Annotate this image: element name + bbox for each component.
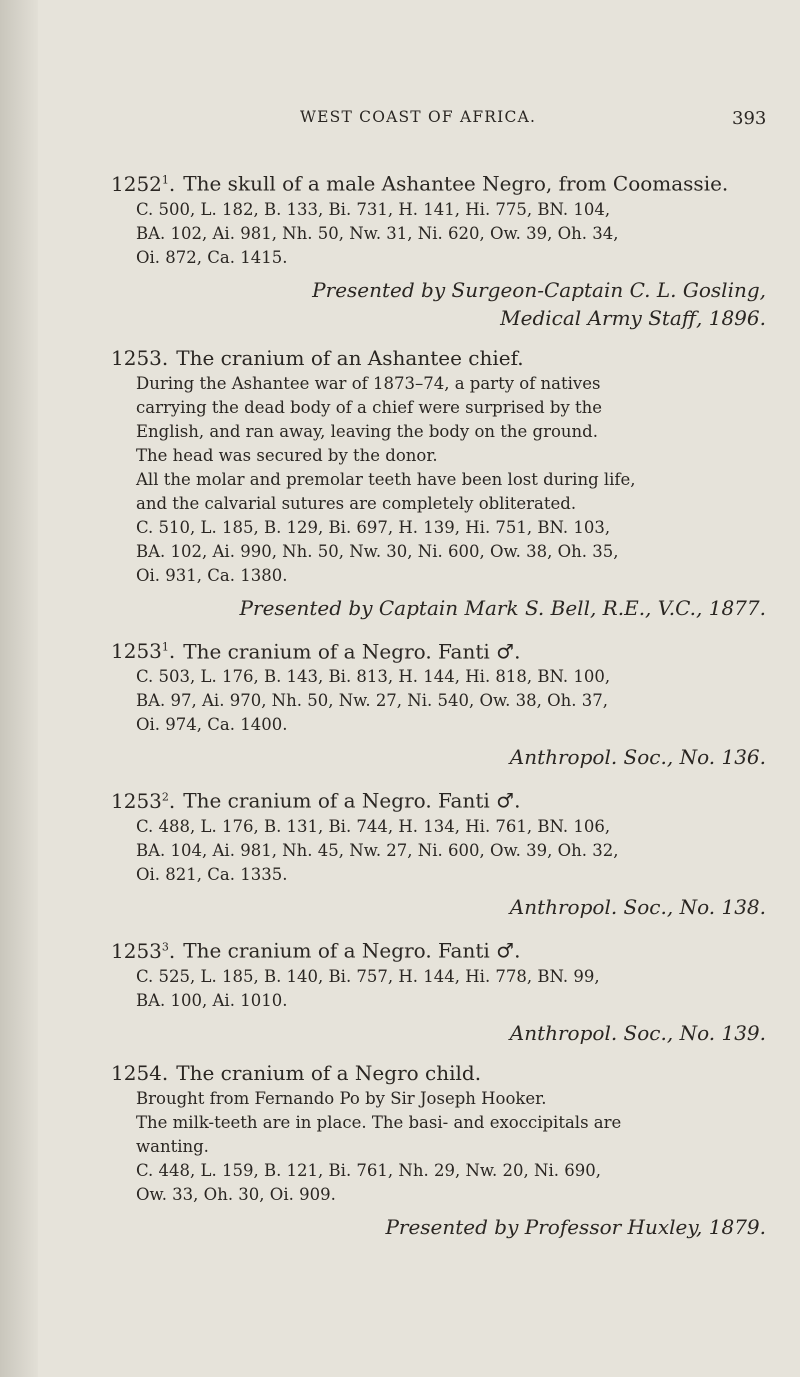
- entry-detail-line: English, and ran away, leaving the body on the ground.: [136, 421, 598, 441]
- entry-title: The cranium of a Negro. Fanti ♂.: [183, 788, 521, 813]
- entry-number-superscript: 1: [161, 173, 169, 186]
- entry-title: The cranium of an Ashantee chief.: [176, 345, 524, 370]
- entry-detail-line: C. 510, L. 185, B. 129, Bi. 697, H. 139, Hi. 751, BN. 103,: [136, 517, 611, 537]
- entry-number-superscript: 2: [161, 790, 169, 804]
- entry-detail-line: Oi. 821, Ca. 1335.: [136, 864, 288, 884]
- entry-number-superscript: 1: [161, 640, 169, 654]
- entry-number: 1253$^3$.: [111, 938, 176, 963]
- entry-detail-line: BA. 102, Ai. 990, Nh. 50, Nw. 30, Ni. 600, Ow. 38, Oh. 35,: [136, 541, 619, 561]
- entry-detail-line: Oi. 872, Ca. 1415.: [136, 247, 288, 267]
- entry-detail-line: BA. 104, Ai. 981, Nh. 45, Nw. 27, Ni. 600, Ow. 39, Oh. 32,: [136, 840, 619, 860]
- entry-credit: Anthropol. Soc., No. 138.: [509, 894, 766, 919]
- catalogue-entry: [0, 166, 800, 332]
- entry-detail-line: The head was secured by the donor.: [136, 445, 438, 465]
- entry-detail-line: and the calvarial sutures are completely obliterated.: [136, 493, 577, 513]
- entry-detail-line: During the Ashantee war of 1873–74, a party of natives: [136, 373, 601, 393]
- entry-detail-line: C. 525, L. 185, B. 140, Bi. 757, H. 144, Hi. 778, BN. 99,: [136, 966, 600, 986]
- entry-detail-line: The milk-teeth are in place. The basi- and exoccipitals are: [136, 1112, 622, 1132]
- entry-number: 1253$^1$.: [111, 639, 176, 664]
- entry-credit: Presented by Captain Mark S. Bell, R.E., V.C., 1877.: [239, 595, 766, 620]
- entry-title: The cranium of a Negro. Fanti ♂.: [183, 639, 521, 664]
- entry-detail-line: C. 500, L. 182, B. 133, Bi. 731, H. 141, Hi. 775, BN. 104,: [136, 199, 611, 219]
- entry-detail-line: Brought from Fernando Po by Sir Joseph Hooker.: [136, 1088, 547, 1108]
- entry-number: 1253.: [111, 345, 169, 370]
- catalogue-entry: [0, 1059, 800, 1241]
- catalogue-entry: [0, 933, 800, 1047]
- catalogue-entry: [0, 344, 800, 622]
- entry-number: 1253$^2$.: [111, 788, 176, 813]
- entry-number-superscript: 3: [161, 939, 169, 953]
- entry-number: 1254.: [111, 1060, 169, 1085]
- entry-detail-line: Oi. 931, Ca. 1380.: [136, 565, 288, 585]
- entry-credit: Medical Army Staff, 1896.: [500, 305, 766, 330]
- entry-title: The skull of a male Ashantee Negro, from Coomassie.: [183, 171, 729, 196]
- entry-detail-line: carrying the dead body of a chief were surprised by the: [136, 397, 603, 417]
- running-head: WEST COAST OF AFRICA.: [300, 108, 537, 126]
- entry-title: The cranium of a Negro child.: [176, 1060, 482, 1085]
- entry-heading: [0, 1059, 800, 1087]
- entry-number: 1252$^1$.: [111, 171, 176, 196]
- page-header: [0, 108, 800, 138]
- entry-detail-line: Oi. 974, Ca. 1400.: [136, 715, 288, 735]
- entry-detail-line: Ow. 33, Oh. 30, Oi. 909.: [136, 1184, 336, 1204]
- entry-detail-line: BA. 100, Ai. 1010.: [136, 990, 288, 1010]
- entry-detail-line: C. 448, L. 159, B. 121, Bi. 761, Nh. 29, Nw. 20, Ni. 690,: [136, 1160, 601, 1180]
- entry-heading: [0, 344, 800, 372]
- entry-detail-line: BA. 97, Ai. 970, Nh. 50, Nw. 27, Ni. 540, Ow. 38, Oh. 37,: [136, 691, 609, 711]
- page-number: 393: [732, 108, 767, 129]
- entry-title: The cranium of a Negro. Fanti ♂.: [183, 938, 521, 963]
- entry-detail-line: C. 488, L. 176, B. 131, Bi. 744, H. 134, Hi. 761, BN. 106,: [136, 816, 611, 836]
- entry-detail-line: wanting.: [136, 1136, 209, 1156]
- entry-credit: Anthropol. Soc., No. 136.: [509, 745, 766, 770]
- catalogue-entry: [0, 634, 800, 772]
- catalogue-entry: [0, 783, 800, 921]
- entry-heading: [0, 634, 800, 666]
- entry-credit: Anthropol. Soc., No. 139.: [509, 1020, 766, 1045]
- entry-credit: Presented by Surgeon-Captain C. L. Gosling,: [312, 277, 766, 302]
- catalogue-entries: [0, 166, 800, 1253]
- entry-detail-line: C. 503, L. 176, B. 143, Bi. 813, H. 144, Hi. 818, BN. 100,: [136, 667, 611, 687]
- entry-detail-line: BA. 102, Ai. 981, Nh. 50, Nw. 31, Ni. 620, Ow. 39, Oh. 34,: [136, 223, 619, 243]
- entry-detail-line: All the molar and premolar teeth have been lost during life,: [136, 469, 636, 489]
- entry-heading: [0, 166, 800, 198]
- entry-credit: Presented by Professor Huxley, 1879.: [385, 1214, 766, 1239]
- entry-heading: [0, 933, 800, 965]
- entry-heading: [0, 783, 800, 815]
